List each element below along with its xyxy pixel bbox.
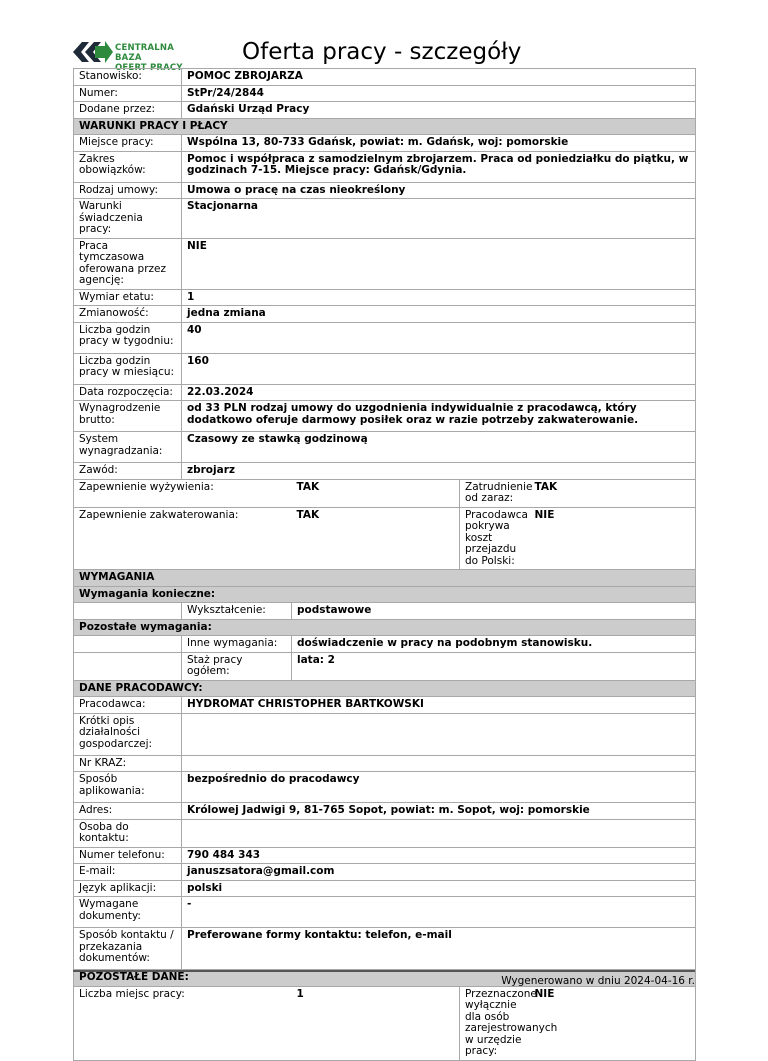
- field-value: podstawowe: [292, 603, 696, 620]
- table-row: [74, 864, 696, 881]
- empty-cell: [74, 636, 182, 653]
- table-row: [74, 772, 696, 803]
- table-row: [74, 847, 696, 864]
- empty-cell: [74, 603, 182, 620]
- table-row: [74, 85, 696, 102]
- field-value: bezpośrednio do pracodawcy: [182, 772, 696, 803]
- field-value: januszsatora@gmail.com: [182, 864, 696, 881]
- section-header-conditions: [74, 118, 696, 135]
- table-row: [74, 819, 696, 847]
- table-row: [74, 652, 696, 680]
- field-value: 160: [182, 353, 696, 384]
- field-value: [182, 755, 696, 772]
- field-label: Liczba godzin pracy w tygodniu:: [74, 322, 182, 353]
- field-label: Dodane przez:: [74, 102, 182, 119]
- field-label: Zapewnienie zakwaterowania:: [74, 507, 292, 570]
- field-label: Data rozpoczęcia:: [74, 384, 182, 401]
- logo-text: CENTRALNA BAZA OFERT PRACY: [115, 43, 183, 73]
- footer-divider: [73, 970, 695, 972]
- table-row: [74, 755, 696, 772]
- field-value: Czasowy ze stawką godzinową: [182, 432, 696, 463]
- table-row: [74, 803, 696, 820]
- field-value: NIE: [182, 238, 696, 289]
- section-title: Pozostałe wymagania:: [74, 619, 696, 636]
- logo-icon: [73, 40, 113, 64]
- table-row: [74, 289, 696, 306]
- field-value: TAK: [292, 479, 460, 507]
- section-title: WARUNKI PRACY I PŁACY: [74, 118, 696, 135]
- field-label: Adres:: [74, 803, 182, 820]
- field-label: Pracodawca:: [74, 697, 182, 714]
- table-row: [74, 432, 696, 463]
- field-label: Nr KRAZ:: [74, 755, 182, 772]
- table-row: [74, 384, 696, 401]
- field-value: zbrojarz: [182, 463, 696, 480]
- field-value: 1: [182, 289, 696, 306]
- field-value: jedna zmiana: [182, 306, 696, 323]
- field-label: Pracodawca pokrywa koszt przejazdu do Polski:: [460, 507, 530, 570]
- field-label: Wymiar etatu:: [74, 289, 182, 306]
- field-label: Rodzaj umowy:: [74, 182, 182, 199]
- table-row: [74, 479, 696, 507]
- field-label: Warunki świadczenia pracy:: [74, 199, 182, 239]
- field-value: Wspólna 13, 80-733 Gdańsk, powiat: m. Gdańsk, woj: pomorskie: [182, 135, 696, 152]
- section-header-requirements: [74, 570, 696, 587]
- field-label: Wynagrodzenie brutto:: [74, 401, 182, 432]
- field-value: StPr/24/2844: [182, 85, 696, 102]
- field-label: Inne wymagania:: [182, 636, 292, 653]
- field-label: Wymagane dokumenty:: [74, 897, 182, 928]
- section-title: DANE PRACODAWCY:: [74, 680, 696, 697]
- table-row: [74, 151, 696, 182]
- logo: [73, 40, 203, 73]
- field-label: Zmianowość:: [74, 306, 182, 323]
- table-row: [74, 182, 696, 199]
- field-label: Zapewnienie wyżywienia:: [74, 479, 292, 507]
- subsection-required: [74, 586, 696, 603]
- field-label: Numer:: [74, 85, 182, 102]
- field-label: Zawód:: [74, 463, 182, 480]
- field-value: [182, 819, 696, 847]
- table-row: [74, 880, 696, 897]
- field-label: Wykształcenie:: [182, 603, 292, 620]
- field-value: NIE: [530, 507, 696, 570]
- table-row: [74, 238, 696, 289]
- footer-generated-date: Wygenerowano w dniu 2024-04-16 r.: [501, 975, 695, 987]
- field-value: Umowa o pracę na czas nieokreślony: [182, 182, 696, 199]
- field-value: [182, 713, 696, 755]
- section-title: POZOSTAŁE DANE:: [74, 970, 696, 987]
- page-title: Oferta pracy - szczegóły: [242, 39, 522, 65]
- table-row: [74, 102, 696, 119]
- field-value: HYDROMAT CHRISTOPHER BARTKOWSKI: [182, 697, 696, 714]
- field-label: Sposób aplikowania:: [74, 772, 182, 803]
- table-row: [74, 199, 696, 239]
- field-label: Przeznaczone wyłącznie dla osób zarejestrowanych w urzędzie pracy:: [460, 986, 530, 1060]
- field-label: Liczba godzin pracy w miesiącu:: [74, 353, 182, 384]
- field-value: NIE: [530, 986, 696, 1060]
- field-value: polski: [182, 880, 696, 897]
- field-label: Stanowisko:: [74, 69, 182, 86]
- field-value: 40: [182, 322, 696, 353]
- field-label: Język aplikacji:: [74, 880, 182, 897]
- field-label: Miejsce pracy:: [74, 135, 182, 152]
- table-row: [74, 713, 696, 755]
- empty-cell: [74, 652, 182, 680]
- field-value: 22.03.2024: [182, 384, 696, 401]
- field-label: Numer telefonu:: [74, 847, 182, 864]
- field-value: Stacjonarna: [182, 199, 696, 239]
- table-row: [74, 463, 696, 480]
- field-value: POMOC ZBROJARZA: [182, 69, 696, 86]
- field-value: -: [182, 897, 696, 928]
- field-label: Krótki opis działalności gospodarczej:: [74, 713, 182, 755]
- field-label: Osoba do kontaktu:: [74, 819, 182, 847]
- table-row: [74, 697, 696, 714]
- table-row: [74, 401, 696, 432]
- field-label: Zatrudnienie od zaraz:: [460, 479, 530, 507]
- table-row: [74, 636, 696, 653]
- field-value: od 33 PLN rodzaj umowy do uzgodnienia indywidualnie z pracodawcą, który dodatkowo oferuje darmowy posiłek oraz w razie potrzeby zakwaterowanie.: [182, 401, 696, 432]
- field-value: Pomoc i współpraca z samodzielnym zbrojarzem. Praca od poniedziałku do piątku, w godzinach 7-15. Miejsce pracy: Gdańsk/Gdynia.: [182, 151, 696, 182]
- table-row: [74, 507, 696, 570]
- field-value: Preferowane formy kontaktu: telefon, e-mail: [182, 928, 696, 970]
- field-value: 790 484 343: [182, 847, 696, 864]
- table-row: [74, 928, 696, 970]
- field-label: Staż pracy ogółem:: [182, 652, 292, 680]
- field-value: lata: 2: [292, 652, 696, 680]
- field-label: Liczba miejsc pracy:: [74, 986, 292, 1060]
- field-value: TAK: [292, 507, 460, 570]
- table-row: [74, 135, 696, 152]
- field-label: Praca tymczasowa oferowana przez agencję:: [74, 238, 182, 289]
- page-header: [73, 38, 695, 73]
- section-title: Wymagania konieczne:: [74, 586, 696, 603]
- field-label: Sposób kontaktu / przekazania dokumentów:: [74, 928, 182, 970]
- table-row: [74, 69, 696, 86]
- field-label: Zakres obowiązków:: [74, 151, 182, 182]
- field-value: TAK: [530, 479, 696, 507]
- table-row: [74, 897, 696, 928]
- field-value: 1: [292, 986, 460, 1060]
- subsection-other: [74, 619, 696, 636]
- table-row: [74, 986, 696, 1060]
- field-value: Królowej Jadwigi 9, 81-765 Sopot, powiat: m. Sopot, woj: pomorskie: [182, 803, 696, 820]
- table-row: [74, 603, 696, 620]
- section-header-employer: [74, 680, 696, 697]
- field-value: doświadczenie w pracy na podobnym stanowisku.: [292, 636, 696, 653]
- job-offer-table: [73, 68, 696, 1061]
- table-row: [74, 306, 696, 323]
- field-label: E-mail:: [74, 864, 182, 881]
- section-title: WYMAGANIA: [74, 570, 696, 587]
- field-value: Gdański Urząd Pracy: [182, 102, 696, 119]
- table-row: [74, 322, 696, 353]
- field-label: System wynagradzania:: [74, 432, 182, 463]
- table-row: [74, 353, 696, 384]
